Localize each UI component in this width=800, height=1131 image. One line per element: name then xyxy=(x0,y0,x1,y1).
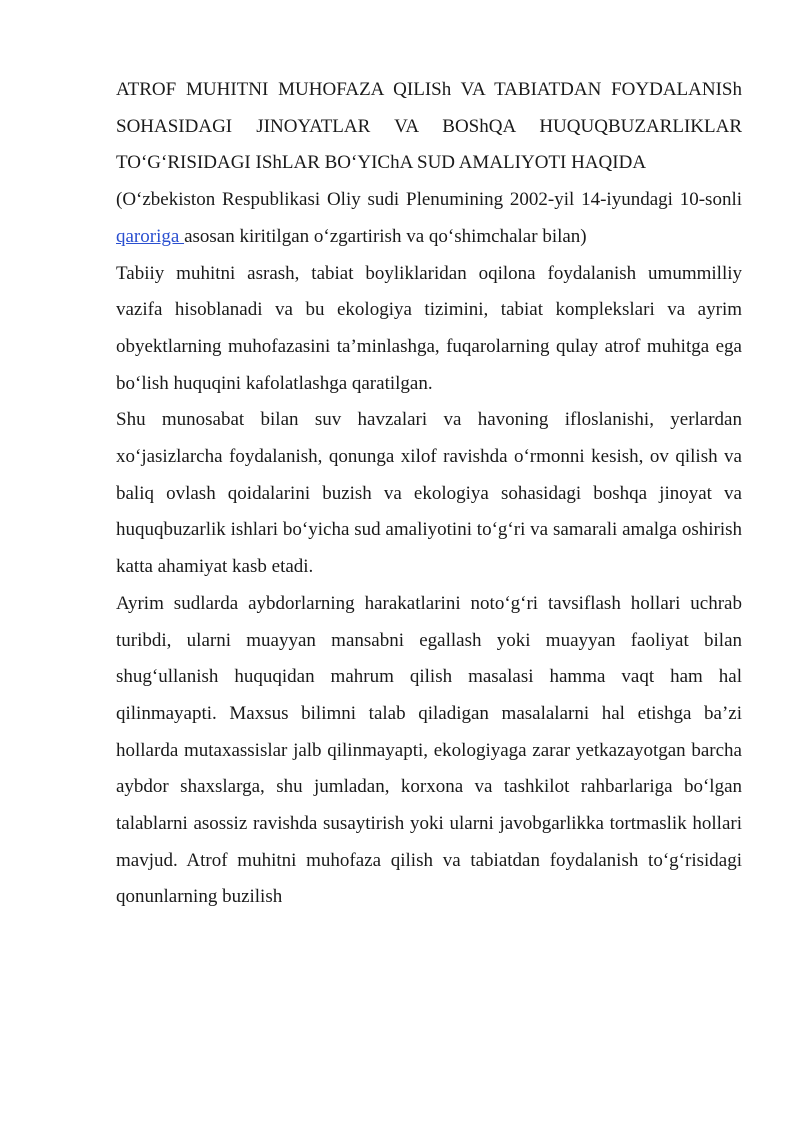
document-subtitle xyxy=(116,182,742,255)
subtitle-text-before: (O‘zbekiston Respublikasi Oliy sudi Plenumining 2002-yil 14-iyundagi 10-sonli xyxy=(116,189,742,211)
subtitle-text-after: asosan kiritilgan o‘zgartirish va qo‘shimchalar bilan) xyxy=(184,225,587,247)
paragraph-2: Shu munosabat bilan suv havzalari va havoning ifloslanishi, yerlardan xo‘jasizlarcha foydalanish, qonunga xilof ravishda o‘rmonni kesish, ov qilish va baliq ovlash qoidalarini buzish va ekologiya sohasidagi boshqa jinoyat va huquqbuzarlik ishlari bo‘yicha sud amaliyotini to‘g‘ri va samarali amalga oshirish katta ahamiyat kasb etadi. xyxy=(116,409,742,578)
document-page xyxy=(116,72,742,916)
document-title: ATROF MUHITNI MUHOFAZA QILISh VA TABIATDAN FOYDALANISh SOHASIDAGI JINOYATLAR VA BOShQA HUQUQBUZARLIKLAR TO‘G‘RISIDAGI IShLAR BO‘YIChA SUD AMALIYOTI HAQIDA xyxy=(116,79,742,174)
paragraph-1: Tabiiy muhitni asrash, tabiat boyliklaridan oqilona foydalanish umummilliy vazifa hisoblanadi va bu ekologiya tizimini, tabiat komplekslari va ayrim obyektlarning muhofazasini ta’minlashga, fuqarolarning qulay atrof muhitga ega bo‘lish huquqini kafolatlashga qaratilgan. xyxy=(116,262,742,394)
qaror-link[interactable]: qaroriga xyxy=(116,225,185,247)
paragraph-3: Ayrim sudlarda aybdorlarning harakatlarini noto‘g‘ri tavsiflash hollari uchrab turibdi, ularni muayyan mansabni egallash yoki muayyan faoliyat bilan shug‘ullanish huquqidan mahrum qilish masalasi hamma vaqt ham hal qilinmayapti. Maxsus bilimni talab qiladigan masalalarni hal etishga ba’zi hollarda mutaxassislar jalb qilinmayapti, ekologiyaga zarar yetkazayotgan barcha aybdor shaxslarga, shu jumladan, korxona va tashkilot rahbarlariga bo‘lgan talablarni asossiz ravishda susaytirish yoki ularni javobgarlikka tortmaslik hollari mavjud. Atrof muhitni muhofaza qilish va tabiatdan foydalanish to‘g‘risidagi qonunlarning buzilish xyxy=(116,592,742,908)
